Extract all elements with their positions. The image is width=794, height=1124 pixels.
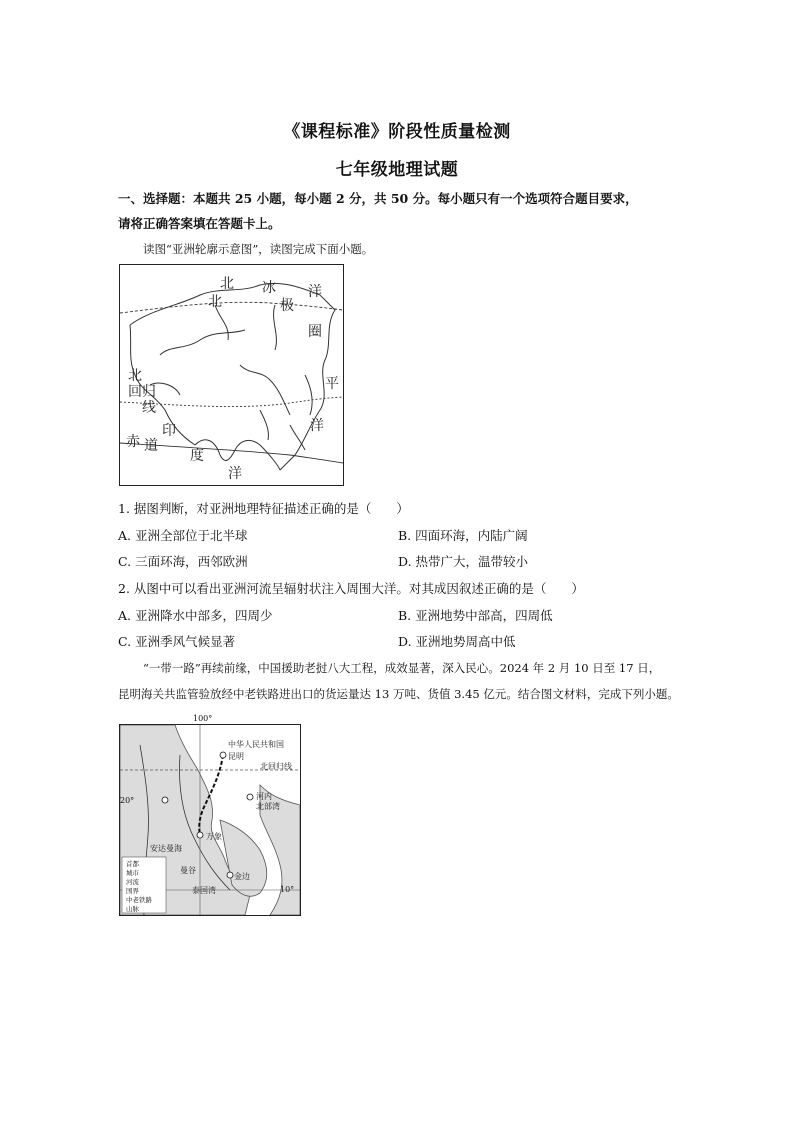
q1-stem: 1. 据图判断，对亚洲地理特征描述正确的是（ ） <box>118 501 409 516</box>
map1-label-bei3: 北 <box>128 368 142 384</box>
intro-map1: 读图“亚洲轮廓示意图”，读图完成下面小题。 <box>143 242 374 256</box>
map2-label-bangkok: 曼谷 <box>180 866 196 875</box>
q2-option-a[interactable]: A. 亚洲降水中部多，四周少 <box>118 608 273 623</box>
map2-label-vientiane: 万象 <box>206 832 222 841</box>
map2-label-lat10: 10° <box>280 885 295 894</box>
map2-lat20-label: 20° <box>120 796 135 805</box>
map1-label-chi: 赤 <box>126 434 140 450</box>
q2-option-d[interactable]: D. 亚洲地势周高中低 <box>398 634 516 649</box>
map2-label-tropic: 北回归线 <box>260 762 292 771</box>
document-subtitle: 七年级地理试题 <box>335 160 459 180</box>
map1-label-hui: 回 <box>128 384 142 400</box>
q1-option-c[interactable]: C. 三面环海，西邻欧洲 <box>118 554 248 569</box>
legend-river: 河流 <box>126 878 139 886</box>
map2-label-gulf-tonkin: 北部湾 <box>256 802 280 811</box>
q2-option-c[interactable]: C. 亚洲季风气候显著 <box>118 634 236 649</box>
map2-label-andaman: 安达曼海 <box>150 844 182 853</box>
section-heading-line2: 请将正确答案填在答题卡上。 <box>118 216 281 231</box>
map1-label-bing: 冰 <box>262 280 276 296</box>
map2-label-gulf-thai: 泰国湾 <box>192 886 216 895</box>
map1-label-dao: 道 <box>144 438 158 454</box>
map1-label-yang2: 洋 <box>228 466 242 482</box>
q1-option-a[interactable]: A. 亚洲全部位于北半球 <box>118 528 248 543</box>
map2-lon-label: 100° <box>193 714 213 723</box>
map1-label-du: 度 <box>190 448 204 464</box>
legend-railway: 中老铁路 <box>126 896 152 904</box>
q1-option-b[interactable]: B. 四面环海，内陆广阔 <box>398 528 528 543</box>
map1-label-gui: 归 <box>142 384 156 400</box>
section-heading-line1: 一、选择题：本题共 25 小题，每小题 2 分，共 50 分。每小题只有一个选项符合题目要求， <box>118 191 638 206</box>
q2-stem: 2. 从图中可以看出亚洲河流呈辐射状注入周围大洋。对其成因叙述正确的是（ ） <box>118 581 584 596</box>
map1-label-xian: 线 <box>142 400 156 416</box>
map1-label-ji: 极 <box>280 298 294 314</box>
legend-mountain: 山脉 <box>126 905 139 913</box>
map1-label-bei: 北 <box>220 276 234 292</box>
map2-label-hanoi: 河内 <box>256 792 272 801</box>
laos-railway-map <box>119 724 301 916</box>
map1-label-yang3: 洋 <box>310 418 324 434</box>
asia-outline-map <box>119 264 344 486</box>
map1-label-yang: 洋 <box>308 284 322 300</box>
document-title: 《课程标准》阶段性质量检测 <box>283 122 511 142</box>
map2-label-china: 中华人民共和国 <box>228 740 284 749</box>
legend-border: 国界 <box>126 887 139 895</box>
intro-map2-line2: 昆明海关共监管验放经中老铁路进出口的货运量达 13 万吨、货值 3.45 亿元。结合图文材料，完成下列小题。 <box>118 687 679 701</box>
map1-label-ping: 平 <box>325 376 339 392</box>
map2-label-kunming: 昆明 <box>228 752 244 761</box>
map2-label-phnom: 金边 <box>234 872 250 881</box>
q1-option-d[interactable]: D. 热带广大，温带较小 <box>398 554 529 569</box>
q2-option-b[interactable]: B. 亚洲地势中部高，四周低 <box>398 608 553 623</box>
legend-city: 城市 <box>126 869 139 877</box>
map1-label-bei2: 北 <box>208 294 222 310</box>
intro-map2-line1: “一带一路”再续前缘，中国援助老挝八大工程，成效显著，深入民心。2024 年 2 月 10 日至 17 日， <box>143 661 661 675</box>
map1-label-quan: 圈 <box>308 324 322 340</box>
legend-capital: 首都 <box>126 860 139 868</box>
map1-label-yin: 印 <box>162 423 176 439</box>
